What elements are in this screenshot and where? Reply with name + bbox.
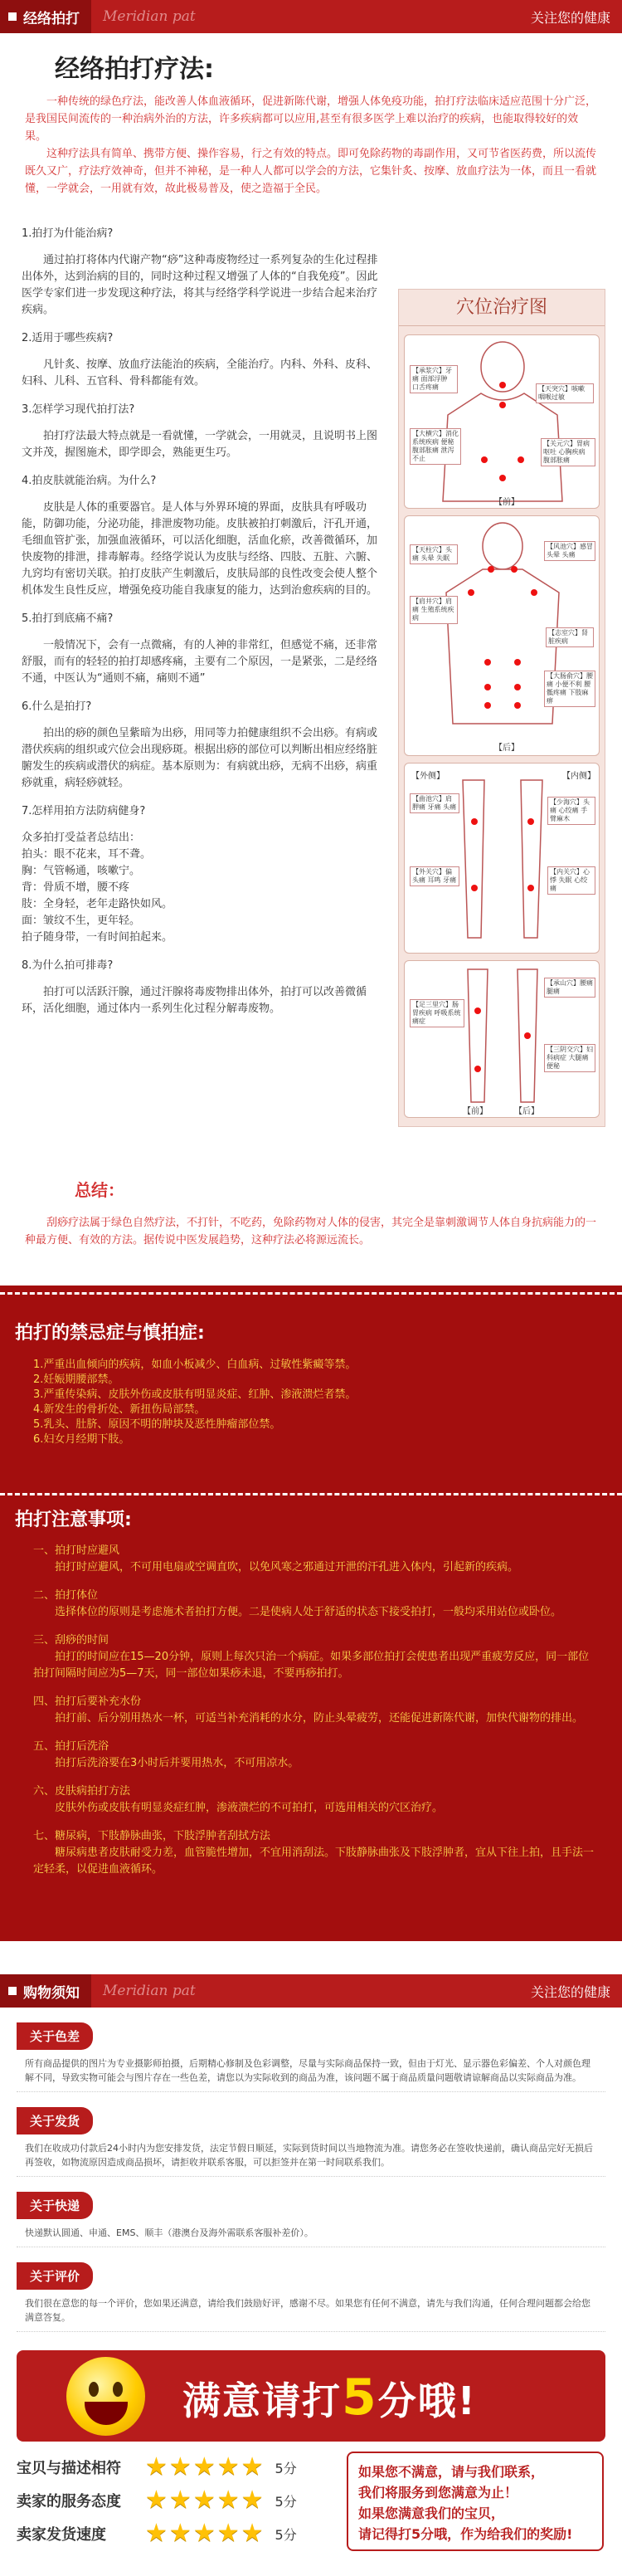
answer: 皮肤是人体的重要器官。是人体与外界环境的界面，皮肤具有呼吸功能，防御功能，分泌功能，排泄废物功能。皮肤被拍打刺激后，汗孔开通，毛细血管扩张，加强血液循环，可以活化细胞，活血化瘀，改善微循环，加快废物的排泄，排毒解毒。经络学说认为皮肤与经络、四肢、五脏、六腑、九窍均有密切关联。拍打皮肤产生刺激后，皮肤局部的良性改变会使人整个机体发生良性反应，增强免疫功能自我康复的能力，达到治愈疾病的目的。 — [22, 501, 378, 597]
satisfaction-message-box — [347, 2452, 604, 2551]
attention-item-title: 六、皮肤病拍打方法 — [33, 1785, 131, 1798]
panel-caption: 【前】 — [494, 498, 519, 507]
rating-label: 宝贝与描述相符 — [17, 2460, 121, 2477]
section-header-bar — [0, 0, 622, 33]
question: 5.拍打到底痛不痛? — [22, 612, 114, 625]
question: 6.什么是拍打? — [22, 700, 92, 713]
rating-score: 5分 — [275, 2460, 297, 2476]
note-item — [17, 2022, 605, 2092]
question: 2.适用于哪些疾病? — [22, 332, 114, 344]
answer: 通过拍打将体内代谢产物“痧”这种毒废物经过一系列复杂的生化过程排出体外，达到治病的目的，同时这种过程又增强了人体的“自我免疫”。因此医学专家们进一步发现这种疗法，将其与经络学科学说进一步结合起来治疗疾病。 — [22, 254, 378, 316]
question: 4.拍皮肤就能治病。为什么? — [22, 475, 157, 487]
panel-caption: 【外侧】 — [411, 772, 445, 781]
rating-row — [17, 2488, 297, 2513]
acupoint-label: 【风池穴】感冒 头晕 头痛 — [544, 541, 595, 561]
star-icon: ★ — [145, 2452, 168, 2481]
attention-list — [0, 1543, 622, 1878]
chart-title: 穴位治疗图 — [399, 290, 605, 326]
answer: 拍出的痧的颜色呈紫暗为出痧，用同等力拍健康组织不会出痧。有病或潜伏疾病的组织或穴位会出现痧斑。根据出痧的部位可以判断出相应经络脏腑发生的疾病或潜伏的病症。基本原则为：有病就出痧，无病不出痧，病重痧就重，病轻痧就轻。 — [22, 727, 378, 789]
summary — [0, 1177, 622, 1249]
acupoint-label: 【大肠俞穴】腰痛 小便不利 腰骶疼痛 下肢麻痹 — [544, 671, 595, 707]
summary-title: 总结： — [75, 1180, 124, 1200]
star-icon: ★ — [192, 2486, 216, 2515]
note-item — [17, 2262, 605, 2332]
answer: 凡针炙、按摩、放血疗法能治的疾病，全能治疗。内科、外科、皮科、妇科、儿科、五官科、骨科都能有效。 — [22, 359, 378, 388]
banner-text-post: 分哦! — [377, 2378, 477, 2423]
contraindications-list — [0, 1358, 622, 1447]
star-icon: ★ — [241, 2452, 264, 2481]
message-line: 请记得打5分哦，作为给我们的奖励! — [358, 2526, 573, 2542]
panel-caption: 【后】 — [494, 744, 519, 753]
list-item: 6.妇女月经期下肢。 — [33, 1433, 130, 1446]
question: 1.拍打为什能治病? — [22, 227, 114, 240]
ratings — [0, 2452, 622, 2576]
purchase-notes — [0, 2022, 622, 2332]
acupoint-panel-back — [404, 515, 600, 756]
attention-item-text: 拍打后洗浴要在3小时后并要用热水，不可用凉水。 — [55, 1757, 299, 1769]
panel-caption: 【内侧】 — [562, 772, 595, 781]
message-line: 我们将服务到您满意为止！ — [358, 2485, 518, 2500]
banner-number: 5 — [342, 2369, 378, 2427]
panel-caption: 【前】 — [463, 1107, 488, 1116]
acupoint-label: 【关元穴】胃病 呕吐 心胸疾病 腹部胀痛 — [541, 438, 595, 466]
star-icon: ★ — [241, 2519, 264, 2548]
qa-section — [0, 198, 622, 1177]
star-icon: ★ — [192, 2519, 216, 2548]
acupoint-label: 【内关穴】心悸 失眠 心绞痛 — [547, 866, 595, 895]
answer: 拍打疗法最大特点就是一看就懂，一学就会，一用就灵，且说明书上图文并茂，握图施术，即学即会，熟能更生巧。 — [22, 430, 378, 459]
acupoint-panel-legs — [404, 960, 600, 1118]
banner-text — [182, 2369, 477, 2427]
star-icon: ★ — [145, 2519, 168, 2548]
intro-title: 经络拍打疗法: — [55, 55, 214, 84]
acupoint-label: 【天柱穴】头痛 头晕 失眠 — [410, 544, 458, 564]
acupoint-label: 【少海穴】头痛 心绞痛 手臂麻木 — [547, 797, 595, 825]
list-item: 3.严重传染病、皮肤外伤或皮肤有明显炎症、红肿、渗液溃烂者禁。 — [33, 1388, 357, 1401]
note-tag: 关于发货 — [17, 2107, 93, 2134]
star-icon: ★ — [145, 2486, 168, 2515]
question: 3.怎样学习现代拍打法? — [22, 403, 135, 416]
note-text: 快递默认圆通、申通、EMS、顺丰（港澳台及海外需联系客服补差价）。 — [17, 2219, 605, 2247]
section-english-label: Meridian pat — [103, 1983, 196, 1999]
acupoint-label: 【三阴交穴】妇科病症 大腿痛 便秘 — [544, 1044, 595, 1072]
acupoint-panel-arms — [404, 763, 600, 954]
attention-item-text: 选择体位的原则是考虑施术者拍打方便。二是使病人处于舒适的状态下接受拍打，一般均采用站位或卧位。 — [55, 1606, 562, 1618]
note-text: 我们在收成功付款后24小时内为您安排发货，法定节假日顺延，实际到货时间以当地物流为准。请您务必在签收快递前，确认商品完好无损后再签收，如物流原因造成商品损坏，请拒收并联系客服，可以拒签并在第一时间联系我们。 — [17, 2134, 605, 2177]
star-icon: ★ — [216, 2452, 240, 2481]
attention-title: 拍打注意事项: — [15, 1510, 132, 1530]
acupoint-panel-front — [404, 334, 600, 509]
answer: 拍打可以活跃汗腺，通过汗腺将毒废物排出体外，拍打可以改善微循环，活化细胞，通过体内一系列生化过程分解毒废物。 — [22, 986, 367, 1015]
star-icon: ★ — [241, 2486, 264, 2515]
star-icon: ★ — [168, 2519, 192, 2548]
rating-score: 5分 — [275, 2493, 297, 2510]
star-icon: ★ — [168, 2486, 192, 2515]
attention-item-text: 拍打时应避风，不可用电扇或空调直吹，以免风寒之邪通过开泄的汗孔进入体内，引起新的疾病。 — [55, 1561, 519, 1573]
attention-item-title: 五、拍打后洗浴 — [33, 1740, 109, 1753]
list-item: 2.妊娠期腰部禁。 — [33, 1373, 119, 1386]
acupoint-label: 【曲池穴】肩胛痛 牙痛 头痛 — [410, 793, 459, 813]
rating-banner — [17, 2350, 605, 2442]
intro — [0, 33, 622, 198]
brand-slogan: 关注您的健康 — [530, 9, 610, 26]
section-english-label: Meridian pat — [103, 8, 196, 25]
question: 8.为什么拍可排毒? — [22, 959, 114, 972]
section-tag — [0, 1974, 91, 2008]
attention-item-text: 皮肤外伤或皮肤有明显炎症红肿，渗液溃烂的不可拍打，可选用相关的穴区治疗。 — [55, 1802, 444, 1814]
square-icon — [8, 1987, 17, 1995]
note-tag: 关于色差 — [17, 2022, 93, 2050]
attention-item-text: 拍打前、后分别用热水一杯，可适当补充消耗的水分，防止头晕疲劳，还能促进新陈代谢，加快代谢物的排出。 — [55, 1712, 584, 1725]
list-item: 5.乳头、肚脐、原因不明的肿块及恶性肿瘤部位禁。 — [33, 1418, 281, 1431]
banner-text-pre: 满意请打 — [182, 2378, 342, 2423]
star-icon: ★ — [216, 2519, 240, 2548]
panel-caption: 【后】 — [514, 1107, 539, 1116]
precautions-block — [0, 1286, 622, 1941]
acupoint-chart — [398, 289, 605, 1127]
section-tag-label: 经络拍打 — [23, 10, 80, 27]
star-icon: ★ — [168, 2452, 192, 2481]
intro-paragraph: 一种传统的绿色疗法，能改善人体血液循环，促进新陈代谢，增强人体免疫功能，拍打疗法临床适应范围十分广泛，是我国民间流传的一种治病外治的方法，许多疾病都可以应用,甚至有很多医学上难以治疗的疾病，也能取得较好的效果。 — [25, 95, 597, 143]
summary-text: 刮痧疗法属于绿色自然疗法，不打针，不吃药，免除药物对人体的侵害，其完全是靠刺激调节人体自身抗病能力的一种最方便、有效的方法。据传说中医发展趋势，这种疗法必将源远流长。 — [25, 1217, 597, 1247]
acupoint-label: 【承浆穴】牙痛 面部浮肿 口舌疼痛 — [410, 365, 458, 393]
star-icon: ★ — [216, 2486, 240, 2515]
divider — [0, 1292, 622, 1295]
acupoint-label: 【志室穴】肾脏疾病 — [546, 627, 594, 647]
section-header-bar — [0, 1974, 622, 2008]
answer: 众多拍打受益者总结出： 拍头：眼不花来，耳不聋。 胸：气管畅通，咳嗽宁。 背：骨质不增，腰不疼 肢：全身轻，老年走路快如风。 面：皱纹不生，更年轻。 拍子随身带，一有时间拍起来。 — [22, 832, 173, 944]
list-item: 4.新发生的骨折处、新扭伤局部禁。 — [33, 1403, 206, 1416]
note-tag: 关于评价 — [17, 2262, 93, 2290]
section-tag — [0, 0, 91, 33]
attention-item-title: 四、拍打后要补充水份 — [33, 1695, 142, 1708]
star-icon: ★ — [192, 2452, 216, 2481]
note-text: 我们很在意您的每一个评价，您如果还满意，请给我们鼓励好评，感谢不尽。如果您有任何不满意，请先与我们沟通，任何合理问题都会给您满意答复。 — [17, 2290, 605, 2332]
attention-item-title: 三、刮痧的时间 — [33, 1634, 109, 1647]
note-tag: 关于快递 — [17, 2192, 93, 2219]
front-body-figure — [405, 335, 600, 510]
contraindications-title: 拍打的禁忌症与慎拍症: — [15, 1323, 205, 1344]
attention-item-title: 一、拍打时应避风 — [33, 1544, 120, 1557]
attention-item-text: 拍打的时间应在15—20分钟，原则上每次只治一个病症。如果多部位拍打会使患者出现严重疲劳反应，同一部位拍打间隔时间应为5—7天，同一部位如果痧未退，不要再痧拍打。 — [33, 1651, 590, 1680]
acupoint-label: 【天突穴】咳嗽 咽喉过敏 — [536, 383, 594, 403]
attention-item-text: 糖尿病患者皮肤耐受力差，血管脆性增加，不宜用消刮法。下肢静脉曲张及下肢浮肿者，宜从下往上拍，且手法一定轻柔，以促进血液循环。 — [33, 1847, 595, 1876]
note-item — [17, 2192, 605, 2247]
message-line: 如果您满意我们的宝贝， — [358, 2505, 505, 2521]
arm-figure — [405, 764, 600, 954]
rating-row — [17, 2452, 297, 2481]
qa-list — [22, 214, 386, 1017]
rating-label: 卖家的服务态度 — [17, 2493, 121, 2510]
answer: 一般情况下，会有一点微痛，有的人神的非常红，但感觉不痛，还非常舒服，而有的轻轻的拍打却感疼痛，主要有二个原因，一是紧张，二是经络不通，中医认为“通则不痛，痛则不通” — [22, 639, 378, 685]
acupoint-label: 【足三里穴】肠胃疾病 呼吸系统 痛症 — [410, 999, 464, 1027]
attention-item-title: 七、糖尿病，下肢静脉曲张，下肢浮肿者刮拭方法 — [33, 1830, 271, 1842]
acupoint-label: 【承山穴】腰痛 腿痛 — [544, 978, 595, 998]
list-item: 1.严重出血倾向的疾病，如血小板减少、白血病、过敏性紫癜等禁。 — [33, 1359, 357, 1371]
rating-score: 5分 — [275, 2526, 297, 2543]
question: 7.怎样用拍方法防病健身? — [22, 805, 146, 817]
acupoint-label: 【外关穴】偏头痛 耳鸣 牙痛 — [410, 866, 459, 886]
attention-item-title: 二、拍打体位 — [33, 1589, 99, 1602]
note-text: 所有商品提供的图片为专业摄影师拍摄，后期精心修制及色彩调整，尽量与实际商品保持一致，但由于灯光、显示器色彩偏差、个人对颜色理解不同，导致实物可能会与图片存在一些色差，请您以为实际收到的商品为准，该问题不属于商品质量问题敬请谅解商品以实际商品为准。 — [17, 2050, 605, 2092]
acupoint-label: 【大横穴】消化系统疾病 便秘 腹部胀痛 泄泻不止 — [410, 428, 461, 465]
divider — [0, 1493, 622, 1495]
intro-paragraph: 这种疗法具有简单、携带方便、操作容易，行之有效的特点。即可免除药物的毒副作用，又可节省医药费，所以流传既久又广，疗法疗效神奇，但并不神秘，是一种人人都可以学会的方法，它集针炙、按摩、放血疗法为一体，而且一看就懂，一学就会，一用就有效，故此极易普及，使之造福于全民。 — [25, 148, 597, 195]
brand-slogan: 关注您的健康 — [530, 1983, 610, 2000]
message-line: 如果您不满意，请与我们联系， — [358, 2464, 545, 2480]
rating-label: 卖家发货速度 — [17, 2526, 106, 2544]
note-item — [17, 2107, 605, 2177]
section-tag-label: 购物须知 — [23, 1984, 80, 2002]
rating-row — [17, 2521, 297, 2546]
square-icon — [8, 12, 17, 21]
acupoint-label: 【肩井穴】肩痛 生殖系统疾病 — [410, 596, 458, 624]
